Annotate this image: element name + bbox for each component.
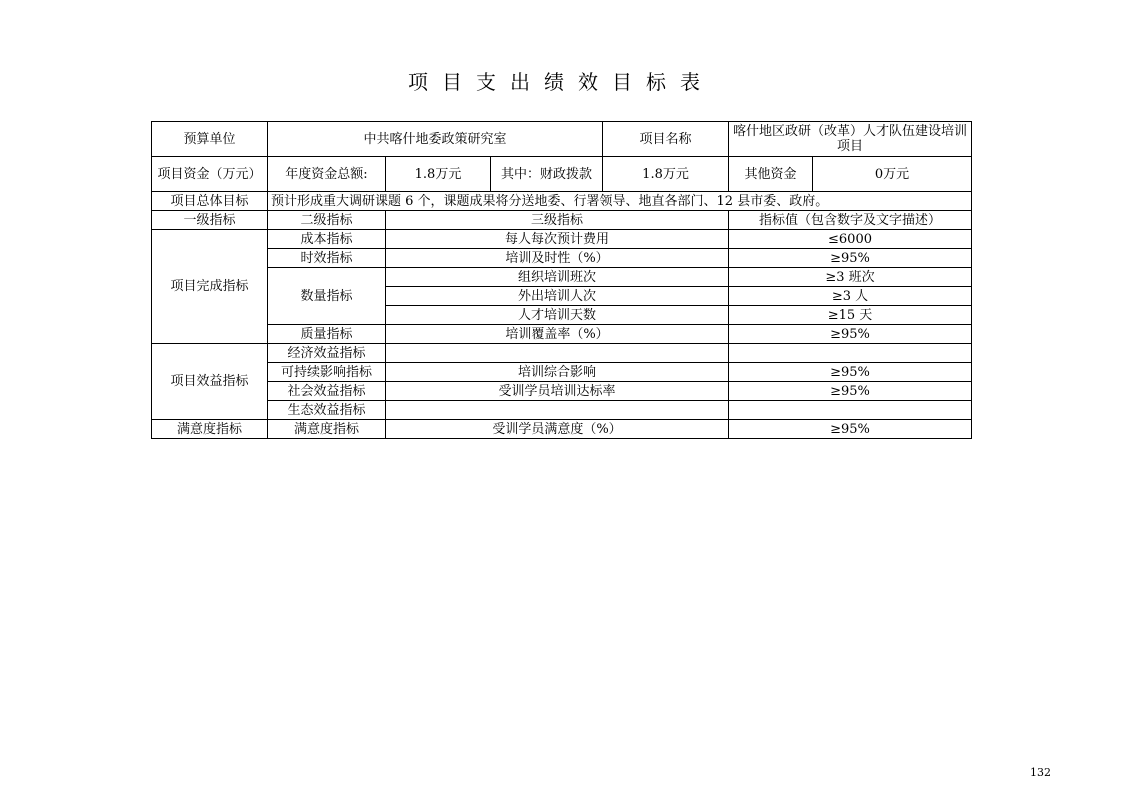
annual-total-value: 1.8万元 (386, 157, 491, 192)
project-name-label: 项目名称 (603, 122, 729, 157)
indicator-value-cell: ≤6000 (729, 230, 972, 249)
level1-header: 一级指标 (152, 211, 268, 230)
level2-cell: 质量指标 (268, 325, 386, 344)
level3-cell: 外出培训人次 (386, 287, 729, 306)
indicator-value-cell: ≥15 天 (729, 306, 972, 325)
fiscal-allocation-label: 其中：财政拨款 (491, 157, 603, 192)
level3-cell (386, 344, 729, 363)
level3-cell: 组织培训班次 (386, 268, 729, 287)
level3-cell: 培训综合影响 (386, 363, 729, 382)
project-funds-label: 项目资金（万元） (152, 157, 268, 192)
budget-unit-label: 预算单位 (152, 122, 268, 157)
performance-target-table (151, 121, 972, 439)
level2-cell: 经济效益指标 (268, 344, 386, 363)
page-number: 132 (1030, 766, 1051, 779)
indicator-value-cell: ≥3 人 (729, 287, 972, 306)
satisfaction-group-label: 满意度指标 (152, 420, 268, 439)
level2-cell: 生态效益指标 (268, 401, 386, 420)
indicator-value-cell: ≥3 班次 (729, 268, 972, 287)
level2-cell: 数量指标 (268, 268, 386, 325)
overall-goal-label: 项目总体目标 (152, 192, 268, 211)
table-row (152, 382, 972, 401)
column-header-row (152, 211, 972, 230)
level2-cell: 可持续影响指标 (268, 363, 386, 382)
indicator-value-cell (729, 401, 972, 420)
fiscal-other-cell (603, 157, 972, 192)
table-row (152, 249, 972, 268)
table-row (152, 268, 972, 287)
other-funds-label: 其他资金 (728, 157, 812, 191)
table-row (152, 325, 972, 344)
other-funds-value: 0万元 (812, 157, 971, 191)
budget-unit-row (152, 122, 972, 157)
table-row (152, 344, 972, 363)
indicator-value-cell: ≥95% (729, 382, 972, 401)
annual-total-label: 年度资金总额: (268, 157, 386, 192)
level2-cell: 成本指标 (268, 230, 386, 249)
indicator-value-cell: ≥95% (729, 363, 972, 382)
level2-cell: 社会效益指标 (268, 382, 386, 401)
level3-cell: 每人每次预计费用 (386, 230, 729, 249)
level3-cell (386, 401, 729, 420)
project-funds-row (152, 157, 972, 192)
level3-header: 三级指标 (386, 211, 729, 230)
overall-goal-row (152, 192, 972, 211)
table-row (152, 401, 972, 420)
completion-group-label: 项目完成指标 (152, 230, 268, 344)
level3-cell: 培训覆盖率（%） (386, 325, 729, 344)
indicator-value-cell (729, 344, 972, 363)
page-title: 项目支出绩效目标表 (408, 70, 714, 94)
project-name-value: 喀什地区政研（改革）人才队伍建设培训项目 (729, 122, 972, 157)
level3-cell: 培训及时性（%） (386, 249, 729, 268)
table-row (152, 363, 972, 382)
overall-goal-text: 预计形成重大调研课题 6 个，课题成果将分送地委、行署领导、地直各部门、12 县市委、政府。 (268, 192, 972, 211)
table-row (152, 230, 972, 249)
fiscal-allocation-value: 1.8万元 (642, 166, 689, 182)
table-row (152, 420, 972, 439)
budget-unit-value: 中共喀什地委政策研究室 (268, 122, 603, 157)
level3-cell: 受训学员满意度（%） (386, 420, 729, 439)
indicator-value-cell: ≥95% (729, 325, 972, 344)
indicator-value-header: 指标值（包含数字及文字描述） (729, 211, 972, 230)
indicator-value-cell: ≥95% (729, 420, 972, 439)
level2-header: 二级指标 (268, 211, 386, 230)
level3-cell: 人才培训天数 (386, 306, 729, 325)
level2-cell: 满意度指标 (268, 420, 386, 439)
benefit-group-label: 项目效益指标 (152, 344, 268, 420)
indicator-value-cell: ≥95% (729, 249, 972, 268)
level3-cell: 受训学员培训达标率 (386, 382, 729, 401)
level2-cell: 时效指标 (268, 249, 386, 268)
